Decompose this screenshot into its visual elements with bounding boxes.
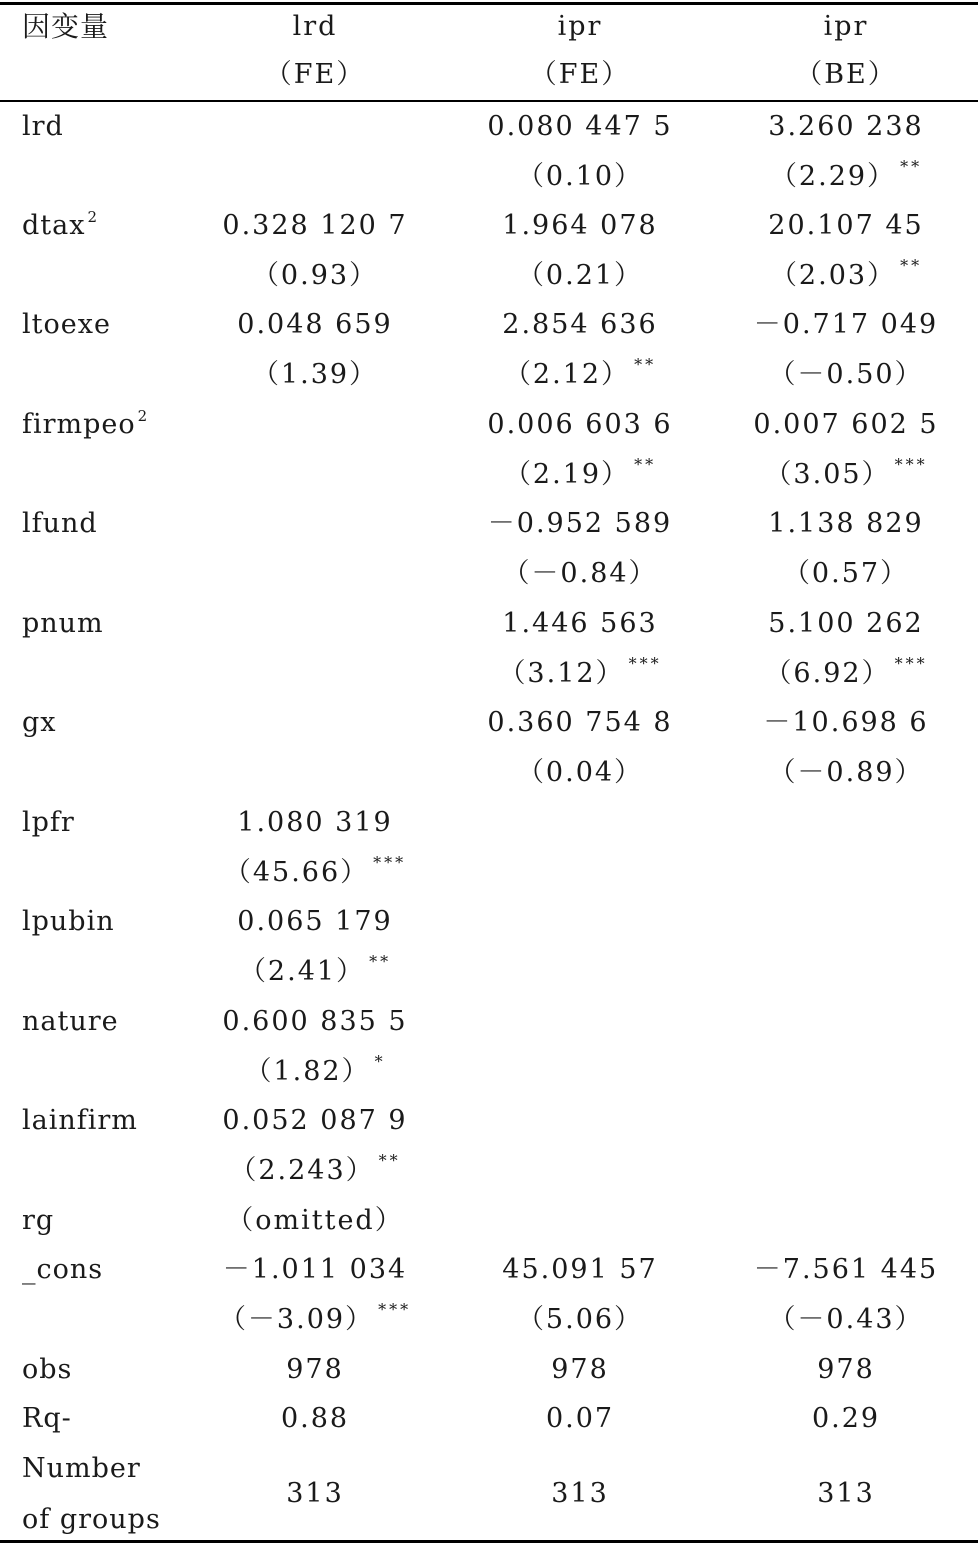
t-stat-cell — [696, 256, 978, 294]
t-stat-value: （2.19） — [503, 459, 631, 490]
significance-stars: ** — [900, 157, 923, 176]
t-stat-cell — [165, 1300, 465, 1338]
row-label-text: _cons — [22, 1254, 104, 1285]
significance-stars: ** — [369, 952, 392, 971]
coefficient-cell: （omitted） — [226, 1205, 404, 1236]
row-label-text: lpubin — [22, 906, 115, 937]
row-label — [22, 1007, 119, 1037]
t-stat-cell — [165, 360, 465, 390]
column-model-3: （BE） — [795, 59, 897, 90]
t-stat-value: （3.12） — [498, 658, 625, 689]
t-stat-cell — [430, 654, 730, 692]
t-stat-cell — [696, 360, 978, 390]
column-header-1: lrd — [292, 11, 338, 42]
t-stat-cell — [696, 758, 978, 788]
header-dependent-var: 因变量 — [22, 10, 110, 43]
row-label — [22, 509, 98, 539]
row-label-text: obs — [22, 1354, 73, 1385]
significance-stars: ** — [634, 455, 657, 474]
coefficient-cell: 978 — [817, 1354, 875, 1385]
t-stat-value: （0.93） — [251, 260, 379, 291]
coefficient-cell: 0.328 120 7 — [222, 210, 408, 241]
coefficient-cell: －1.011 034 — [222, 1254, 408, 1285]
t-stat-value: （2.243） — [229, 1155, 375, 1186]
t-stat-value: （－3.09） — [218, 1304, 375, 1335]
column-header-2: ipr — [557, 11, 603, 42]
groups-value-2: 313 — [551, 1478, 609, 1509]
t-stat-cell — [696, 654, 978, 692]
row-label — [22, 112, 64, 142]
coefficient-cell: －0.952 589 — [487, 508, 673, 539]
t-stat-cell — [430, 559, 730, 589]
column-model-1: （FE） — [264, 59, 366, 90]
significance-stars: *** — [894, 455, 928, 474]
groups-value-1: 313 — [286, 1478, 344, 1509]
t-stat-value: （－0.89） — [768, 757, 924, 788]
t-stat-cell — [696, 455, 978, 493]
coefficient-cell: 0.007 602 5 — [753, 409, 939, 440]
top-rule — [0, 2, 978, 5]
t-stat-value: （0.57） — [782, 558, 910, 589]
t-stat-value: （6.92） — [764, 658, 891, 689]
t-stat-cell — [430, 355, 730, 393]
row-label — [22, 1255, 103, 1285]
row-label — [22, 808, 75, 838]
coefficient-cell: 1.964 078 — [502, 210, 658, 241]
coefficient-cell: 978 — [551, 1354, 609, 1385]
row-label-text: rg — [22, 1205, 55, 1236]
row-label-superscript: 2 — [87, 208, 99, 226]
t-stat-value: （3.05） — [764, 459, 891, 490]
coefficient-cell: 1.138 829 — [768, 508, 924, 539]
header-rule — [0, 100, 978, 102]
t-stat-cell — [430, 261, 730, 291]
t-stat-cell — [165, 1052, 465, 1090]
t-stat-cell — [165, 952, 465, 990]
t-stat-cell — [696, 559, 978, 589]
row-label — [22, 609, 104, 639]
coefficient-cell: 978 — [286, 1354, 344, 1385]
coefficient-cell: 0.048 659 — [237, 309, 393, 340]
row-label-text: Rq- — [22, 1403, 72, 1434]
coefficient-cell: 2.854 636 — [502, 309, 658, 340]
t-stat-value: （－0.43） — [768, 1304, 924, 1335]
row-label-text: lpfr — [22, 807, 75, 838]
row-label — [22, 1404, 72, 1434]
t-stat-cell — [165, 853, 465, 891]
coefficient-cell: 5.100 262 — [768, 608, 924, 639]
row-label-text: dtax — [22, 210, 86, 241]
t-stat-value: （0.10） — [516, 161, 644, 192]
row-label — [22, 1206, 54, 1236]
t-stat-cell — [165, 261, 465, 291]
t-stat-value: （0.21） — [516, 260, 644, 291]
row-label-superscript: 2 — [137, 407, 149, 425]
significance-stars: * — [374, 1052, 386, 1071]
row-label — [22, 907, 115, 937]
significance-stars: *** — [378, 1300, 412, 1319]
coefficient-cell: 0.600 835 5 — [222, 1006, 408, 1037]
t-stat-cell — [430, 758, 730, 788]
coefficient-cell: 20.107 45 — [768, 210, 924, 241]
t-stat-value: （0.04） — [516, 757, 644, 788]
row-label-text: ltoexe — [22, 309, 111, 340]
bottom-rule — [0, 1540, 978, 1543]
significance-stars: ** — [634, 355, 657, 374]
column-header-3: ipr — [823, 11, 869, 42]
t-stat-cell — [430, 162, 730, 192]
t-stat-cell — [430, 455, 730, 493]
row-label-text: lrd — [22, 111, 64, 142]
coefficient-cell: 0.052 087 9 — [222, 1105, 408, 1136]
row-label-text: lfund — [22, 508, 98, 539]
row-label — [22, 708, 57, 738]
t-stat-cell — [696, 1305, 978, 1335]
t-stat-value: （2.12） — [503, 359, 631, 390]
groups-label-line2: of groups — [22, 1504, 161, 1535]
significance-stars: *** — [373, 853, 407, 872]
t-stat-cell — [430, 1305, 730, 1335]
row-label-text: firmpeo — [22, 409, 136, 440]
coefficient-cell: －7.561 445 — [753, 1254, 939, 1285]
row-label-text: nature — [22, 1006, 119, 1037]
significance-stars: ** — [378, 1151, 401, 1170]
row-label — [22, 310, 111, 340]
t-stat-cell — [165, 1151, 465, 1189]
row-label — [22, 208, 99, 244]
t-stat-cell — [696, 157, 978, 195]
significance-stars: ** — [900, 256, 923, 275]
t-stat-value: （45.66） — [223, 857, 370, 888]
t-stat-value: （2.03） — [769, 260, 897, 291]
t-stat-value: （－0.84） — [502, 558, 658, 589]
t-stat-value: （2.41） — [238, 956, 366, 987]
significance-stars: *** — [894, 654, 928, 673]
column-model-2: （FE） — [529, 59, 631, 90]
coefficient-cell: 1.080 319 — [237, 807, 393, 838]
row-label-text: gx — [22, 707, 57, 738]
row-label-text: pnum — [22, 608, 104, 639]
coefficient-cell: 0.065 179 — [237, 906, 393, 937]
coefficient-cell: 3.260 238 — [768, 111, 924, 142]
t-stat-value: （－0.50） — [768, 359, 924, 390]
row-label-text: lainfirm — [22, 1105, 138, 1136]
coefficient-cell: 0.29 — [811, 1403, 881, 1434]
coefficient-cell: 0.88 — [280, 1403, 350, 1434]
row-label — [22, 1355, 72, 1385]
coefficient-cell: 1.446 563 — [502, 608, 658, 639]
significance-stars: *** — [628, 654, 662, 673]
coefficient-cell: 0.080 447 5 — [487, 111, 673, 142]
groups-label-line1: Number — [22, 1453, 141, 1484]
t-stat-value: （5.06） — [516, 1304, 644, 1335]
row-label — [22, 407, 149, 443]
t-stat-value: （1.39） — [251, 359, 379, 390]
coefficient-cell: 0.006 603 6 — [487, 409, 673, 440]
t-stat-value: （1.82） — [244, 1056, 371, 1087]
coefficient-cell: 0.07 — [545, 1403, 615, 1434]
coefficient-cell: －0.717 049 — [753, 309, 939, 340]
coefficient-cell: －10.698 6 — [763, 707, 929, 738]
t-stat-value: （2.29） — [769, 161, 897, 192]
groups-value-3: 313 — [817, 1478, 875, 1509]
row-label — [22, 1106, 138, 1136]
coefficient-cell: 45.091 57 — [502, 1254, 658, 1285]
coefficient-cell: 0.360 754 8 — [487, 707, 673, 738]
